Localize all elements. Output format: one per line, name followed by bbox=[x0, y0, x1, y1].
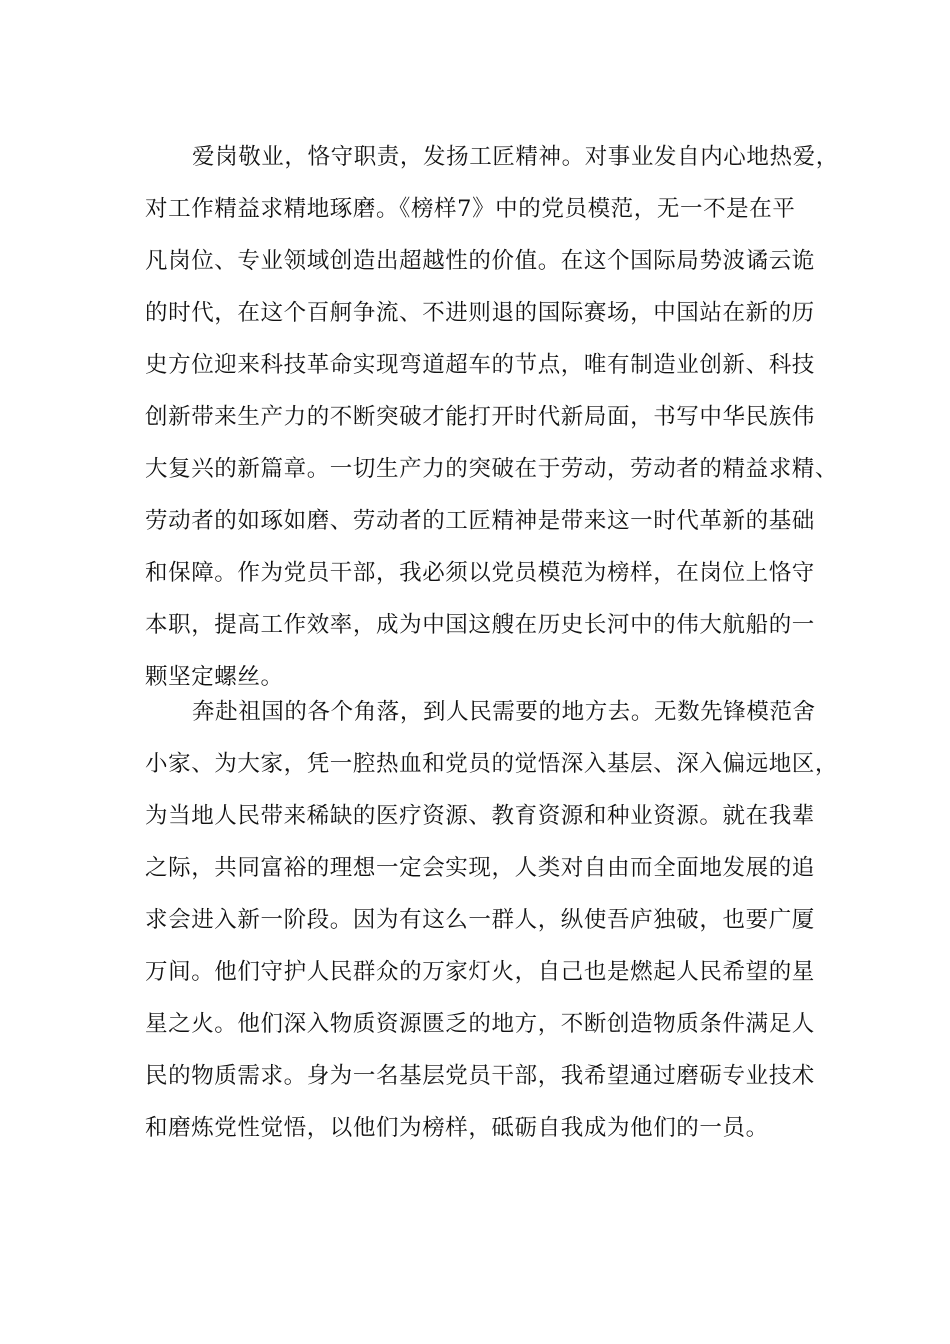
text-line: 星之火。他们深入物质资源匮乏的地方，不断创造物质条件满足人 bbox=[145, 1011, 815, 1037]
text-line: 民的物质需求。身为一名基层党员干部，我希望通过磨砺专业技术 bbox=[145, 1063, 815, 1089]
text-line: 求会进入新一阶段。因为有这么一群人，纵使吾庐独破，也要广厦 bbox=[145, 907, 815, 933]
text-line: 本职，提高工作效率，成为中国这艘在历史长河中的伟大航船的一 bbox=[145, 612, 815, 638]
text-line: 劳动者的如琢如磨、劳动者的工匠精神是带来这一时代革新的基础 bbox=[145, 508, 815, 534]
text-line: 创新带来生产力的不断突破才能打开时代新局面，书写中华民族伟 bbox=[145, 404, 815, 430]
text-line: 为当地人民带来稀缺的医疗资源、教育资源和种业资源。就在我辈 bbox=[145, 803, 815, 829]
text-line: 奔赴祖国的各个角落，到人民需要的地方去。无数先锋模范舍 bbox=[192, 699, 816, 725]
text-line: 的时代，在这个百舸争流、不进则退的国际赛场，中国站在新的历 bbox=[145, 300, 815, 326]
text-line: 大复兴的新篇章。一切生产力的突破在于劳动，劳动者的精益求精、 bbox=[145, 456, 839, 482]
text-line: 和磨炼党性觉悟，以他们为榜样，砥砺自我成为他们的一员。 bbox=[145, 1115, 769, 1141]
text-line: 史方位迎来科技革命实现弯道超车的节点，唯有制造业创新、科技 bbox=[145, 352, 815, 378]
text-line: 凡岗位、专业领域创造出超越性的价值。在这个国际局势波谲云诡 bbox=[145, 248, 815, 274]
text-line: 颗坚定螺丝。 bbox=[145, 664, 284, 690]
text-line: 之际，共同富裕的理想一定会实现，人类对自由而全面地发展的追 bbox=[145, 855, 815, 881]
text-line: 爱岗敬业，恪守职责，发扬工匠精神。对事业发自内心地热爱， bbox=[192, 144, 839, 170]
text-line: 对工作精益求精地琢磨。《榜样7》中的党员模范，无一不是在平 bbox=[145, 196, 796, 222]
text-line: 小家、为大家，凭一腔热血和党员的觉悟深入基层、深入偏远地区， bbox=[145, 751, 839, 777]
text-line: 万间。他们守护人民群众的万家灯火，自己也是燃起人民希望的星 bbox=[145, 959, 815, 985]
text-line: 和保障。作为党员干部，我必须以党员模范为榜样，在岗位上恪守 bbox=[145, 560, 815, 586]
